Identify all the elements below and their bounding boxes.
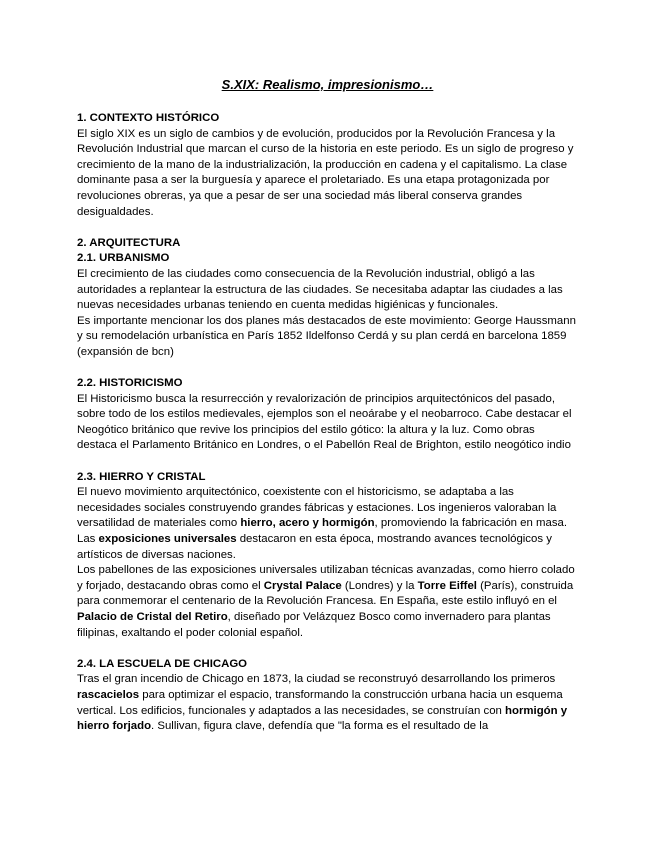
subsection-heading-historicismo: 2.2. HISTORICISMO	[77, 377, 183, 390]
document-body	[77, 111, 577, 735]
bold-rascacielos: rascacielos	[77, 688, 140, 701]
paragraph-urbanismo-2: Es importante mencionar los dos planes más destacados de este movimiento: George Haussmann y su remodelación urbanística en París 1852 Ildelfonso Cerdá y su plan cerdá en barcelona 1859 (expansión de bcn)	[77, 314, 576, 358]
bold-crystal-palace: Crystal Palace	[263, 579, 342, 592]
paragraph-hierro-cristal-2: Los pabellones de las exposiciones universales utilizaban técnicas avanzadas, como hierro colado y forjado, destacando obras como el Crystal Palace (Londres) y la Torre Eiffel (París), construida para conmemorar el centenario de la Revolución Francesa. En España, este estilo influyó en el Palacio de Cristal del Retiro, diseñado por Velázquez Bosco como invernadero para plantas filipinas, exaltando el poder colonial español.	[77, 564, 575, 639]
bold-exposiciones: exposiciones universales	[98, 533, 237, 546]
paragraph-historicismo: El Historicismo busca la resurrección y revalorización de principios arquitectónicos del pasado, sobre todo de los estilos medievales, ejemplos son el neoárabe y el neobarroco. Cabe destacar el Neogótico británico que revive los principios del estilo gótico: la altura y la luz. Como obras destaca el Parlamento Británico en Londres, o el Pabellón Real de Brighton, estilo neogótico indio	[77, 392, 572, 452]
bold-materiales: hierro, acero y hormigón	[240, 517, 375, 530]
paragraph-urbanismo-1: El crecimiento de las ciudades como consecuencia de la Revolución industrial, obligó a las autoridades a replantear la estructura de las ciudades. Se necesitaba adaptar las ciudades a las nuevas necesidades urbanas teniendo en cuenta medidas higiénicas y funcionales.	[77, 267, 563, 312]
paragraph-contexto: El siglo XIX es un siglo de cambios y de evolución, producidos por la Revolución Francesa y la Revolución Industrial que marcan el curso de la historia en este periodo. Es un siglo de progreso y crecimiento de la mano de la industrialización, la producción en cadena y el capitalismo. La clase dominante pasa a ser la burguesía y aparece el proletariado. Es una etapa protagonizada por revoluciones obreras, ya que a pesar de ser una sociedad más liberal conserva grandes desigualdades.	[77, 127, 574, 218]
section-heading-arquitectura: 2. ARQUITECTURA	[77, 236, 181, 249]
subsection-heading-urbanismo: 2.1. URBANISMO	[77, 252, 170, 265]
paragraph-hierro-cristal-1: El nuevo movimiento arquitectónico, coexistente con el historicismo, se adaptaba a las necesidades sociales construyendo grandes fábricas y estaciones. Los ingenieros valoraban la versatilidad de materiales como hierro, acero y hormigón, promoviendo la fabricación en masa. Las exposiciones universales destacaron en esta época, mostrando avances tecnológicos y artísticos de diversas naciones.	[77, 486, 568, 561]
document-title: S.XIX: Realismo, impresionismo…	[221, 77, 434, 92]
subsection-heading-hierro-cristal: 2.3. HIERRO Y CRISTAL	[77, 470, 206, 483]
section-heading-contexto: 1. CONTEXTO HISTÓRICO	[77, 112, 220, 124]
bold-torre-eiffel: Torre Eiffel	[417, 579, 477, 592]
bold-palacio-cristal: Palacio de Cristal del Retiro	[77, 611, 228, 623]
bold-hormigon-hierro: hormigón y hierro forjado	[77, 704, 568, 733]
subsection-heading-chicago: 2.4. LA ESCUELA DE CHICAGO	[77, 657, 248, 670]
paragraph-chicago: Tras el gran incendio de Chicago en 1873, la ciudad se reconstruyó desarrollando los primeros rascacielos para optimizar el espacio, transformando la construcción urbana hacia un esquema vertical. Los edificios, funcionales y adaptados a las necesidades, se construían con hormigón y hierro forjado. Sullivan, figura clave, defendía que "la forma es el resultado de la	[77, 673, 568, 733]
